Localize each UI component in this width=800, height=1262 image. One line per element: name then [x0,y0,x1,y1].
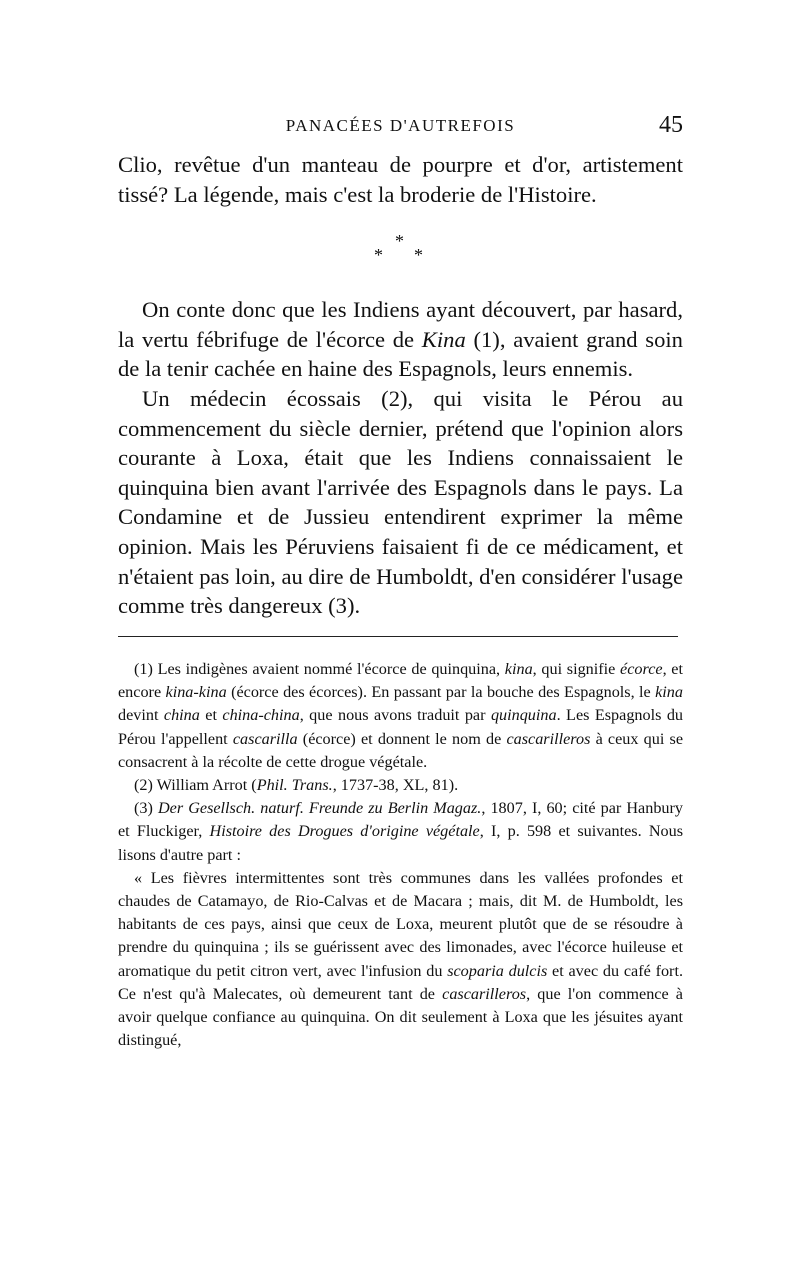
fn1-italic: quinquina [490,706,557,725]
fn1-italic: china [163,706,200,725]
fn1-text: à ceux qui se consacrent à la récolte de cette drogue végétale. [118,729,684,771]
fn3-quote-italic: cascarilleros [442,984,527,1003]
fn1-text: (écorce des écorces). En passant par la bouche des Espagnols, le [226,683,656,702]
asterism-separator [118,223,683,271]
fn1-italic: kina [504,660,533,678]
fn3-text: (3) [134,799,158,818]
fn1-text: (1) Les indigènes avaient nommé l'écorce de quinquina, [134,660,505,678]
running-head-title: PANACÉES D'AUTREFOIS [285,116,516,135]
fn2-italic: Phil. Trans. [256,776,333,795]
fn3-quote-text: , que l'on commence à avoir quelque confiance au quinquina. On dit seulement à Loxa que les jésuites ayant distingué, [118,984,683,1050]
footnote-3-quote [118,867,683,1053]
fn2-text: , 1737-38, XL, 81). [332,776,459,795]
fn1-italic: kina [655,683,683,702]
footnotes [118,658,683,1052]
page-number: 45 [659,112,683,138]
fn1-text: , et encore [118,660,683,702]
fn1-text: , que nous avons traduit par [299,706,491,725]
fn1-text: (écorce) et donnent le nom de [297,729,507,748]
fn1-text: et [199,706,223,725]
fn3-quote-text: et avec du café fort. Ce n'est qu'à Malecates, où demeurent tant de [118,961,683,1003]
running-head [118,112,683,142]
fn1-italic: china-china [222,706,300,725]
fn3-text: , I, p. 598 et suivantes. Nous lisons d'autre part : [118,822,683,864]
fn1-text: . Les Espagnols du Pérou l'appellent [118,706,684,748]
asterisk-right: * [414,245,423,266]
footnote-1 [118,658,683,774]
p2-text-a: On conte donc que les Indiens ayant découvert, par hasard, la vertu fébrifuge de l'écorce de [118,297,683,352]
fn3-quote-text: « Les fièvres intermittentes sont très communes dans les vallées profondes et chaudes de Catamayo, de Rio-Calvas et de Macara ; mais, dit M. de Humboldt, les habitants de ces pays, ainsi que ceux de Loxa, meurent plutôt que de se résoudre à prendre du quinquina ; ils se guérissent avec des limonades, avec l'écorce huileuse et aromatique du petit citron vert, avec l'infusion du [118,868,683,980]
main-text [118,150,683,621]
fn3-quote-italic: scoparia dulcis [447,961,548,980]
footnote-2 [118,774,683,797]
p2-kina-italic: Kina [421,326,466,352]
asterisk-left: * [374,245,383,266]
fn1-text: , qui signifie [532,660,621,678]
asterisk-top: * [395,231,404,252]
fn1-text: devint [118,706,164,725]
fn3-italic: Histoire des Drogues d'origine végétale [209,822,480,841]
fn1-italic: cascarilla [232,729,298,748]
paragraph-continuation: Clio, revêtue d'un manteau de pourpre et d'or, artistement tissé? La légende, mais c'est la broderie de l'Histoire. [118,152,683,207]
fn3-italic: Der Gesellsch. naturf. Freunde zu Berlin Magaz. [157,799,482,818]
p2-text-b: (1), avaient grand soin de la tenir cachée en haine des Espagnols, leurs ennemis. [118,326,683,382]
fn1-italic: cascarilleros [506,729,591,748]
paragraph-indians-kina [118,295,683,384]
footnote-3 [118,797,683,867]
paragraph-scottish-doctor: Un médecin écossais (2), qui visita le Pérou au commencement du siècle dernier, prétend que l'opinion alors courante à Loxa, était que les Indiens connaissaient le quinquina bien avant l'arrivée des Espagnols dans le pays. La Condamine et de Jussieu entendirent exprimer la même opinion. Mais les Péruviens faisaient fi de ce médicament, et n'étaient pas loin, au dire de Humboldt, d'en considérer l'usage comme très dangereux (3). [118,385,683,619]
fn3-text: , 1807, I, 60; cité par Hanbury et Fluckiger, [118,799,684,841]
fn1-italic: écorce [620,660,663,678]
fn1-italic: kina-kina [165,683,227,702]
footnote-divider [118,636,678,637]
fn2-text: (2) William Arrot ( [134,776,257,795]
